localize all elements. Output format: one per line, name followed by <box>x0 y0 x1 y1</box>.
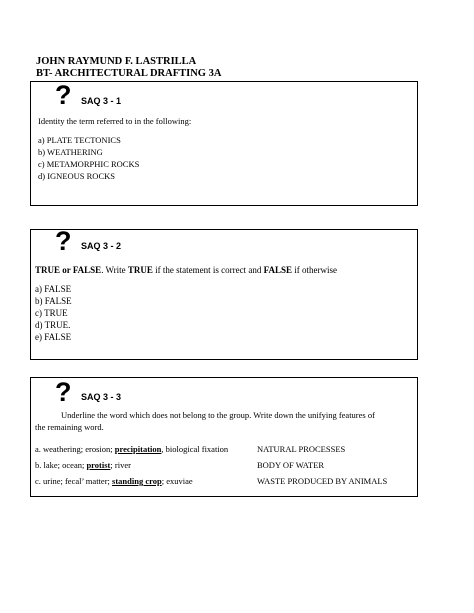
saq-3-2-answer-c: c) TRUE <box>35 308 68 318</box>
instruction-bold-false: FALSE <box>263 265 292 275</box>
saq-3-3-feature-b: BODY OF WATER <box>257 460 325 470</box>
question-mark-icon: ? <box>55 226 72 256</box>
saq-3-3-row-a <box>35 444 228 456</box>
saq-3-3-instruction-line2: the remaining word. <box>35 422 104 432</box>
underlined-word: precipitation <box>114 444 162 454</box>
saq-3-2-answer-d: d) TRUE. <box>35 320 71 330</box>
row-text: a. weathering; erosion; <box>35 444 115 454</box>
saq-3-3-row-c <box>35 476 193 488</box>
row-text: c. urine; fecal’ matter; <box>35 476 113 486</box>
saq-3-3-instruction-line1: Underline the word which does not belong to the group. Write down the unifying features of <box>61 410 375 420</box>
course-name: BT- ARCHITECTURAL DRAFTING 3A <box>36 68 222 79</box>
question-mark-icon: ? <box>55 377 72 407</box>
student-name: JOHN RAYMUND F. LASTRILLA <box>36 56 197 67</box>
instruction-bold-true: TRUE <box>127 265 153 275</box>
saq-3-2-answer-b: b) FALSE <box>35 296 72 306</box>
instruction-text: if the statement is correct and <box>152 265 264 275</box>
instruction-text: if otherwise <box>291 265 337 275</box>
row-text: ; river <box>110 460 131 470</box>
row-text: , biological fixation <box>161 444 229 454</box>
saq-3-2-instruction <box>35 264 337 276</box>
saq-3-3-box <box>30 377 418 497</box>
saq-3-1-answer-a: a) PLATE TECTONICS <box>38 135 121 145</box>
row-text: ; exuviae <box>161 476 193 486</box>
instruction-bold-true-or-false: TRUE or FALSE <box>35 265 102 275</box>
saq-3-2-answer-a: a) FALSE <box>35 284 72 294</box>
saq-3-1-answer-b: b) WEATHERING <box>38 147 103 157</box>
underlined-word: standing crop <box>112 476 162 486</box>
instruction-text: . Write <box>101 265 128 275</box>
saq-3-2-answer-e: e) FALSE <box>35 332 72 342</box>
saq-3-3-feature-a: NATURAL PROCESSES <box>257 444 346 454</box>
question-mark-icon: ? <box>55 80 72 110</box>
saq-3-1-answer-d: d) IGNEOUS ROCKS <box>38 171 115 181</box>
underlined-word: protist <box>86 460 111 470</box>
saq-3-1-title: SAQ 3 - 1 <box>81 96 122 106</box>
saq-3-3-feature-c: WASTE PRODUCED BY ANIMALS <box>257 476 388 486</box>
saq-3-1-answer-c: c) METAMORPHIC ROCKS <box>38 159 140 169</box>
row-text: b. lake; ocean; <box>35 460 87 470</box>
saq-3-1-instruction: Identity the term referred to in the following: <box>38 116 192 126</box>
saq-3-2-box <box>30 226 418 360</box>
document-header <box>36 56 221 80</box>
saq-3-3-title: SAQ 3 - 3 <box>81 392 122 402</box>
saq-3-1-box <box>30 81 418 206</box>
saq-3-2-title: SAQ 3 - 2 <box>81 241 122 251</box>
saq-3-3-row-b <box>35 460 131 472</box>
